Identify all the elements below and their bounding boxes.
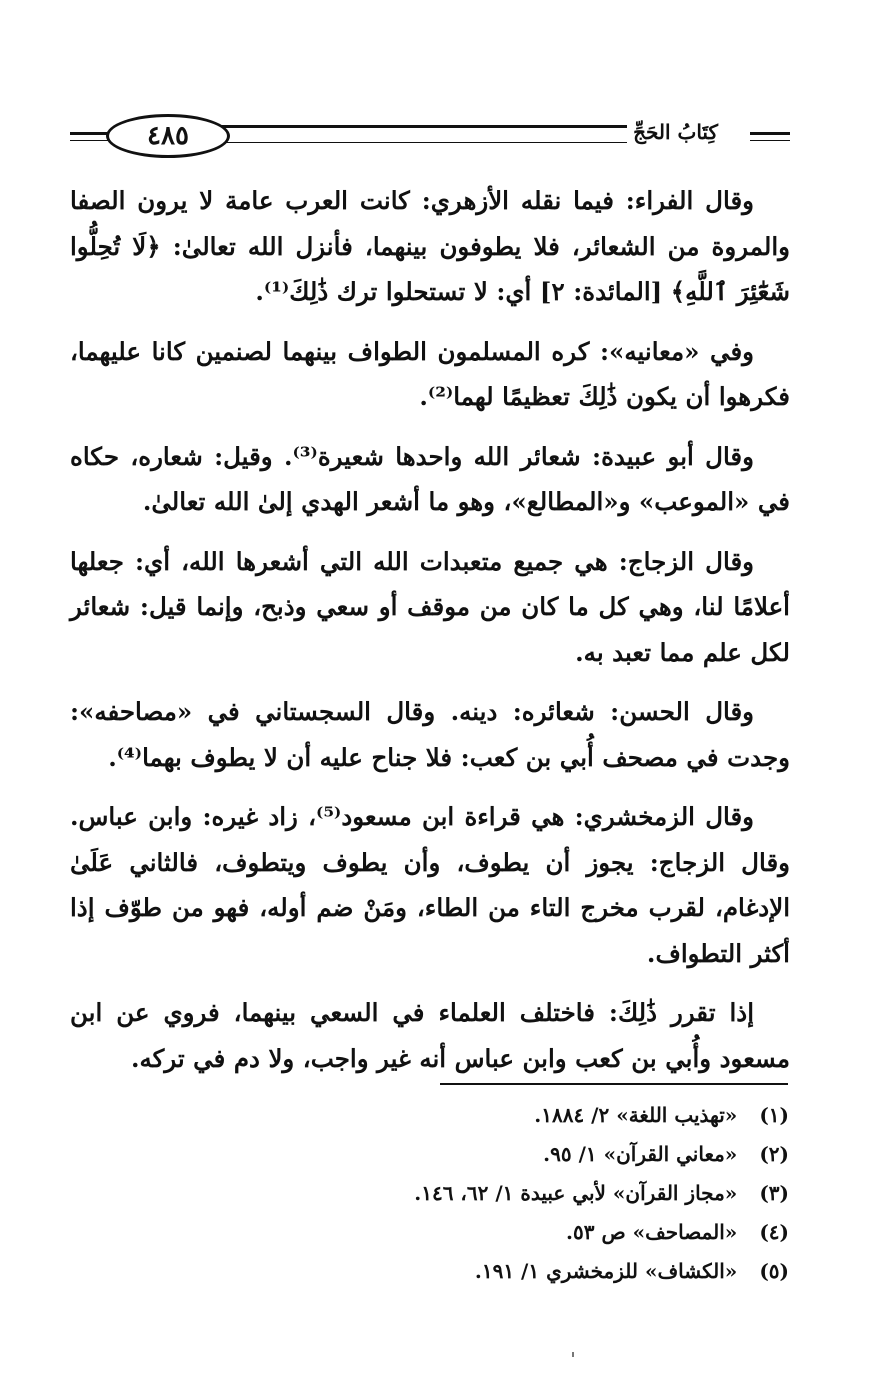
- paragraph: وقال الفراء: فيما نقله الأزهري: كانت العرب عامة لا يرون الصفا والمروة من الشعائر، فلا يطوفون بينهما، فأنزل الله تعالىٰ: ﴿لَا تُحِلُّوا شَعَٰٓئِرَ ٱللَّهِ﴾ [المائدة: ٢] أي: لا تستحلوا ترك ذَٰلِكَ⁽¹⁾.: [70, 186, 790, 306]
- footnote-number: (٢): [759, 1142, 789, 1166]
- main-text: [70, 178, 790, 1081]
- footnote-number: (٣): [759, 1181, 789, 1205]
- paragraph: وفي «معانيه»: كره المسلمون الطواف بينهما لصنمين كانا عليهما، فكرهوا أن يكون ذَٰلِكَ تعظيمًا لهما⁽²⁾.: [70, 336, 790, 411]
- footnote-item: [169, 1174, 789, 1213]
- footnote-number: (٤): [759, 1220, 789, 1244]
- footnote-text: «تهذيب اللغة» ٢/ ١٨٨٤.: [534, 1103, 738, 1127]
- footnote-number: (٥): [759, 1259, 789, 1283]
- footnote-item: [169, 1252, 789, 1291]
- header-rule-right-stub: [750, 132, 790, 135]
- paragraph: وقال الحسن: شعائره: دينه. وقال السجستاني في «مصاحفه»: وجدت في مصحف أُبي بن كعب: فلا جناح عليه أن لا يطوف بهما⁽⁴⁾.: [70, 697, 790, 772]
- header-rule-top-left: [220, 125, 640, 128]
- paragraph: وقال الزمخشري: هي قراءة ابن مسعود⁽⁵⁾، زاد غيره: وابن عباس. وقال الزجاج: يجوز أن يطوف، وأن يطوف ويتطوف، فالثاني عَلَىٰ الإدغام، لقرب مخرج التاء من الطاء، ومَنْ ضم أوله، فهو من طوّف إذا أكثر التطواف.: [70, 802, 790, 968]
- footnote-text: «المصاحف» ص ٥٣.: [566, 1220, 738, 1244]
- footnote-item: [169, 1135, 789, 1174]
- footnote-text: «معاني القرآن» ١/ ٩٥.: [543, 1142, 738, 1166]
- footnote-item: [169, 1096, 789, 1135]
- page-number: ٤٨٥: [106, 114, 230, 158]
- footnotes: [169, 1096, 789, 1291]
- header-rule-right-stub-thin: [750, 140, 790, 141]
- footnote-text: «مجاز القرآن» لأبي عبيدة ١/ ٦٢، ١٤٦.: [414, 1181, 738, 1205]
- footnote-separator: [440, 1083, 788, 1085]
- footnote-text: «الكشاف» للزمخشري ١/ ١٩١.: [474, 1259, 738, 1283]
- page-header: [70, 110, 790, 162]
- scan-speck: [572, 1352, 574, 1357]
- running-title: كِتَابُ الحَجِّ: [627, 120, 724, 144]
- paragraph: إذا تقرر ذَٰلِكَ: فاختلف العلماء في السعي بينهما، فروي عن ابن مسعود وأُبي بن كعب وابن عباس أنه غير واجب، ولا دم في تركه.: [70, 998, 790, 1073]
- paragraph: وقال أبو عبيدة: شعائر الله واحدها شعيرة⁽³⁾. وقيل: شعاره، حكاه في «الموعب» و«المطالع»، وهو ما أشعر الهدي إلىٰ الله تعالىٰ.: [70, 441, 790, 516]
- footnote-number: (١): [759, 1103, 789, 1127]
- paragraph: وقال الزجاج: هي جميع متعبدات الله التي أشعرها الله، أي: جعلها أعلامًا لنا، وهي كل ما كان من موقف أو سعي وذبح، وإنما قيل: شعائر لكل علم مما تعبد به.: [70, 546, 790, 667]
- header-rule-bottom-left: [220, 142, 640, 143]
- footnote-item: [169, 1213, 789, 1252]
